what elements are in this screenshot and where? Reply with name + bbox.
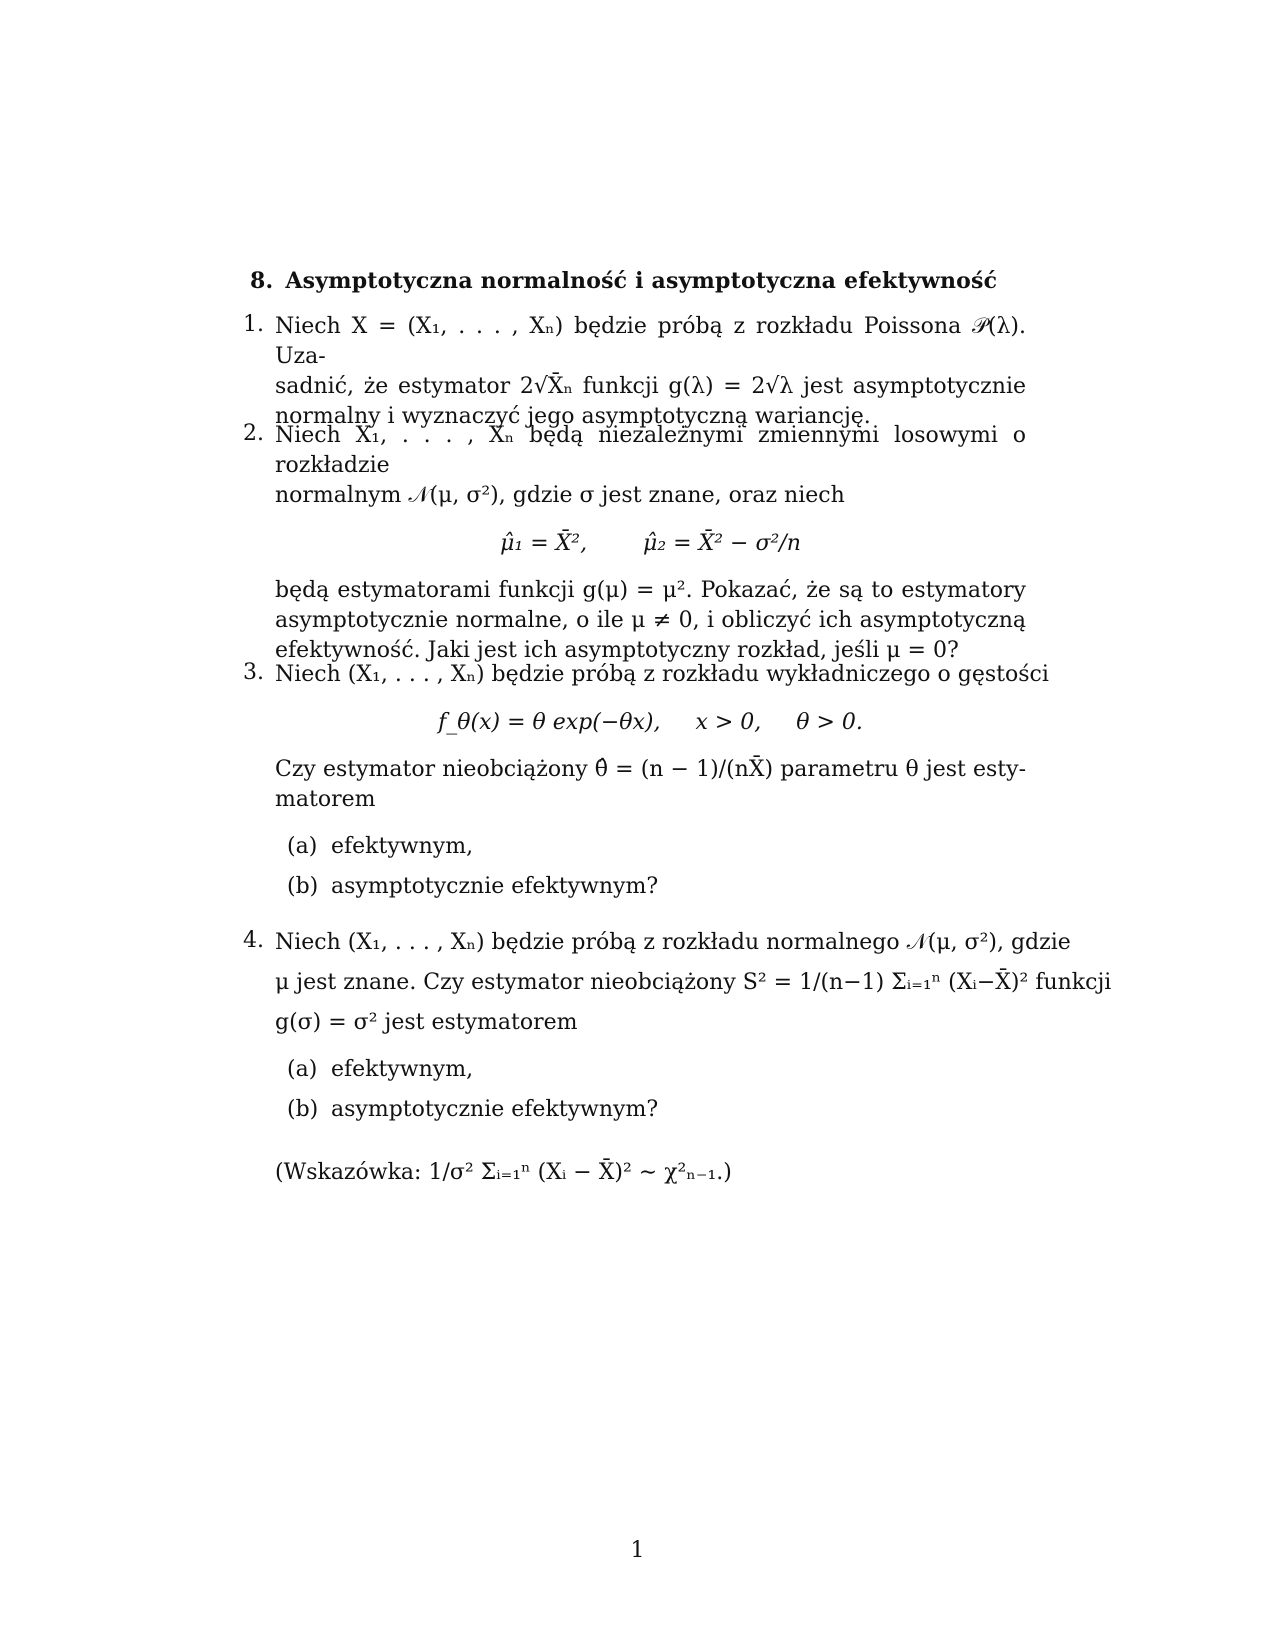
item-label: (b) <box>287 1097 319 1122</box>
problem-number: 4. <box>243 928 264 953</box>
problem-line: efektywność. Jaki jest ich asymptotyczny rozkład, jeśli μ = 0? <box>275 638 959 663</box>
problem-line: normalny i wyznaczyć jego asymptotyczną wariancję. <box>275 404 871 429</box>
list-item <box>287 827 1026 867</box>
problem-line: g(σ) = σ² jest estymatorem <box>275 1010 578 1035</box>
section-title <box>250 268 997 294</box>
item-label: (b) <box>287 874 319 899</box>
sub-list <box>287 827 1026 907</box>
item-text: asymptotycznie efektywnym? <box>331 874 659 899</box>
problem-1 <box>243 312 1026 432</box>
problem-line: sadnić, że estymator 2√X̄ₙ funkcji g(λ) = 2√λ jest asymptotycznie <box>275 374 1026 399</box>
display-equation: f_θ(x) = θ exp(−θx), x > 0, θ > 0. <box>438 710 863 735</box>
problem-line: Niech (X₁, . . . , Xₙ) będzie próbą z rozkładu wykładniczego o gęstości <box>275 662 1049 687</box>
display-equation: μ̂₁ = X̄², μ̂₂ = X̄² − σ²/n <box>500 531 801 556</box>
problem-number: 2. <box>243 421 264 446</box>
problem-line: będą estymatorami funkcji g(μ) = μ². Pokazać, że są to estymatory <box>275 578 1026 603</box>
item-text: efektywnym, <box>331 1057 474 1082</box>
problem-line: Niech X = (X₁, . . . , Xₙ) będzie próbą z rozkładu Poissona 𝒫(λ). Uza- <box>275 314 1026 369</box>
problem-line: matorem <box>275 787 376 812</box>
problem-number: 1. <box>243 312 264 337</box>
list-item <box>287 1090 1026 1130</box>
list-item <box>287 1050 1026 1090</box>
item-label: (a) <box>287 1057 318 1082</box>
problem-2 <box>243 421 1026 666</box>
hint: (Wskazówka: 1/σ² Σᵢ₌₁ⁿ (Xᵢ − X̄)² ∼ χ²ₙ₋₁.) <box>275 1160 732 1185</box>
item-text: asymptotycznie efektywnym? <box>331 1097 659 1122</box>
problem-4 <box>243 928 1112 1188</box>
problem-3 <box>243 660 1049 907</box>
item-label: (a) <box>287 834 318 859</box>
section-title-text: Asymptotyczna normalność i asymptotyczna efektywność <box>285 268 998 294</box>
section-number: 8. <box>250 268 274 294</box>
problem-number: 3. <box>243 660 264 685</box>
page-number: 1 <box>630 1538 645 1563</box>
problem-line: normalnym 𝒩(μ, σ²), gdzie σ jest znane, oraz niech <box>275 483 845 508</box>
problem-line: Niech (X₁, . . . , Xₙ) będzie próbą z rozkładu normalnego 𝒩(μ, σ²), gdzie <box>275 930 1071 955</box>
item-text: efektywnym, <box>331 834 474 859</box>
list-item <box>287 867 1026 907</box>
problem-line: Czy estymator nieobciążony θ̂ = (n − 1)/(nX̄) parametru θ jest esty- <box>275 757 1026 782</box>
sub-list <box>287 1050 1026 1130</box>
problem-line: asymptotycznie normalne, o ile μ ≠ 0, i obliczyć ich asymptotyczną <box>275 608 1026 633</box>
problem-line: μ jest znane. Czy estymator nieobciążony S² = 1/(n−1) Σᵢ₌₁ⁿ (Xᵢ−X̄)² funkcji <box>275 970 1112 995</box>
problem-line: Niech X₁, . . . , Xₙ będą niezależnymi zmiennymi losowymi o rozkładzie <box>275 423 1026 478</box>
